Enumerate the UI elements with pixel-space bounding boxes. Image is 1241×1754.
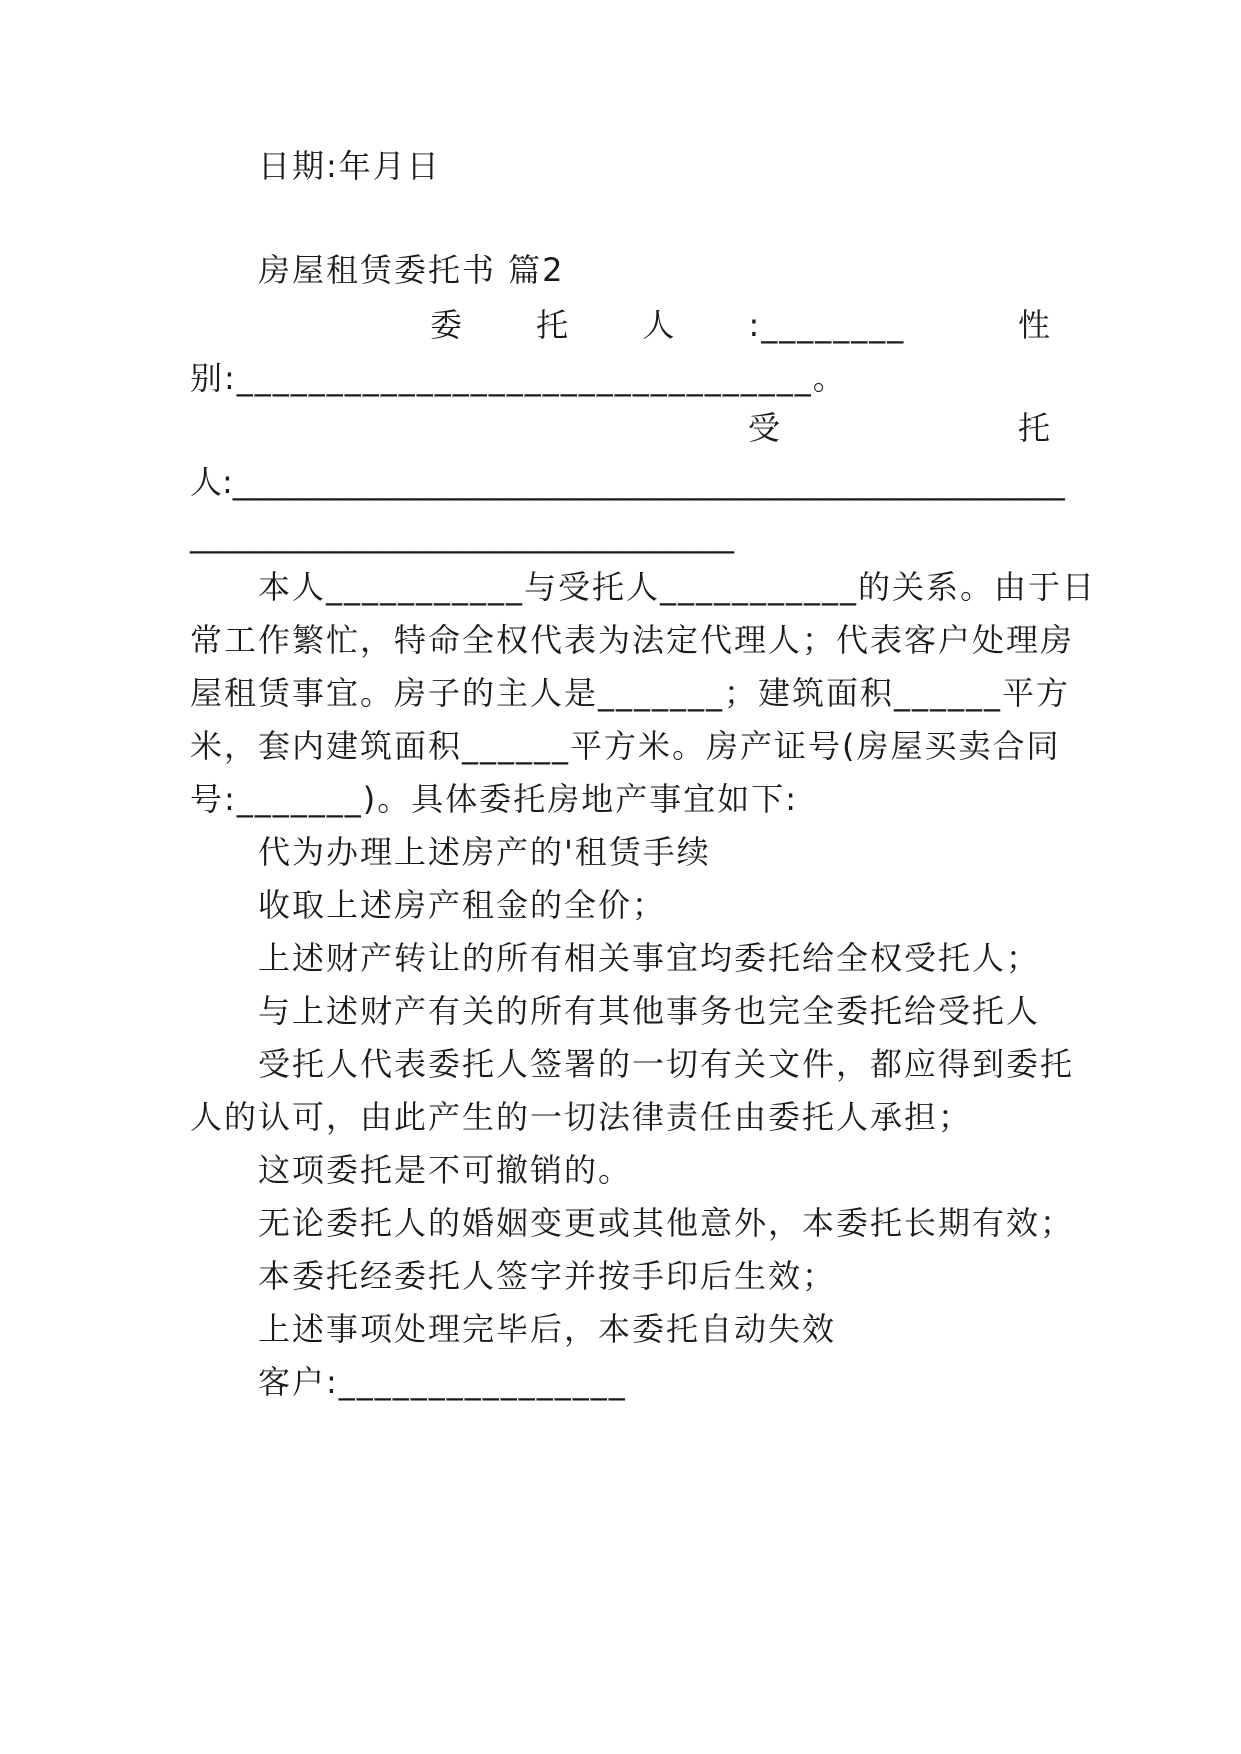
paragraph-line-1: 本人___________与受托人___________的关系。由于日 [258, 568, 1097, 606]
principal-label: 委 托 人 :________ [430, 306, 906, 344]
agent-line-continued: __________________________________ [190, 516, 734, 554]
agent-char-b: 托 [1017, 409, 1052, 447]
list-item-5: 受托人代表委托人签署的一切有关文件，都应得到委托 [258, 1045, 1075, 1083]
paragraph-line-4: 米，套内建筑面积______平方米。房产证号(房屋买卖合同 [190, 727, 1061, 765]
section-title: 房屋租赁委托书 篇2 [258, 251, 565, 289]
agent-row [748, 408, 1052, 448]
list-item-9: 上述事项处理完毕后，本委托自动失效 [258, 1310, 837, 1348]
list-item-3: 上述财产转让的所有相关事宜均委托给全权受托人； [258, 939, 1041, 977]
paragraph-line-5: 号:_______)。具体委托房地产事宜如下: [190, 780, 799, 818]
list-item-1: 代为办理上述房产的'租赁手续 [258, 833, 711, 871]
agent-char-a: 受 [748, 409, 783, 447]
gender-line: 别:________________________________。 [190, 359, 847, 397]
paragraph-line-2: 常工作繁忙，特命全权代表为法定代理人；代表客户处理房 [190, 621, 1075, 659]
agent-line: 人:____________________________________________________ [190, 463, 1065, 501]
list-item-7: 无论委托人的婚姻变更或其他意外，本委托长期有效； [258, 1204, 1075, 1242]
date-line: 日期:年月日 [258, 147, 441, 185]
list-item-4: 与上述财产有关的所有其他事务也完全委托给受托人 [258, 992, 1041, 1030]
list-item-8: 本委托经委托人签字并按手印后生效； [258, 1257, 837, 1295]
client-signature-line: 客户:________________ [258, 1363, 627, 1401]
gender-label-start: 性 [1017, 306, 1052, 344]
list-item-5-continued: 人的认可，由此产生的一切法律责任由委托人承担； [190, 1098, 973, 1136]
list-item-2: 收取上述房产租金的全价； [258, 886, 667, 924]
principal-row [430, 305, 1052, 345]
list-item-6: 这项委托是不可撤销的。 [258, 1151, 633, 1189]
paragraph-line-3: 屋租赁事宜。房子的主人是_______；建筑面积______平方 [190, 674, 1071, 712]
